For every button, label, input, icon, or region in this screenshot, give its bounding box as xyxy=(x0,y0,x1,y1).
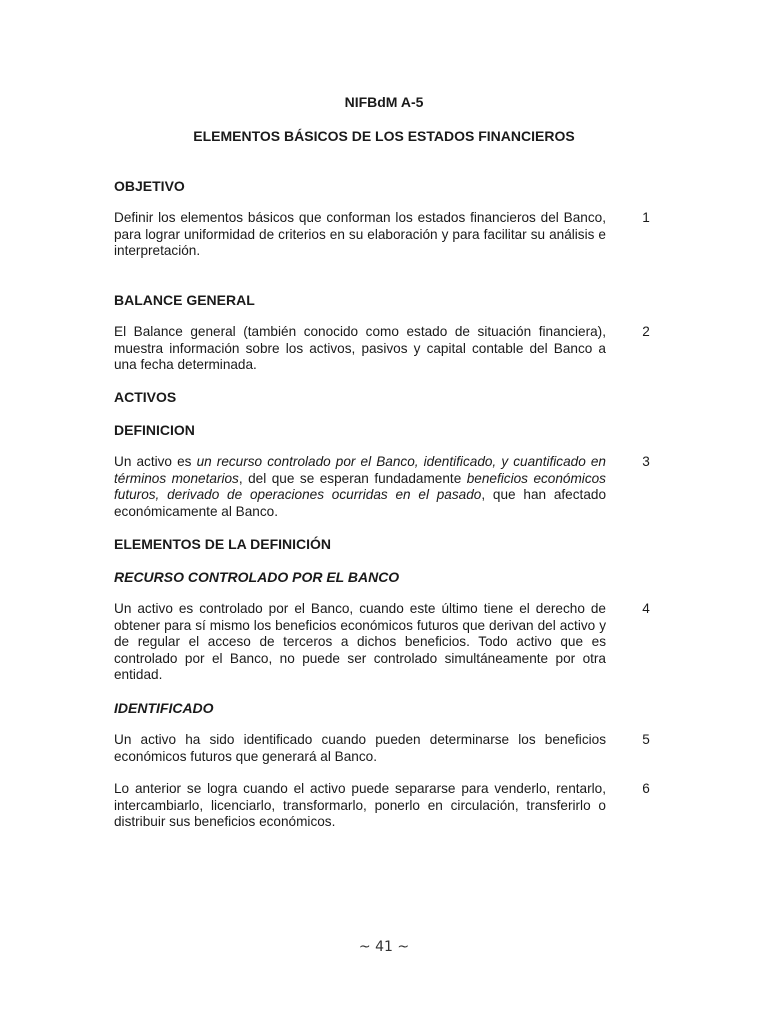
paragraph-number-4: 4 xyxy=(642,601,650,616)
definicion-text-2: , del que se esperan fundadamente xyxy=(238,470,467,486)
paragraph-number-1: 1 xyxy=(642,210,650,225)
definicion-text-3: , que han afectado económicamente al Banco. xyxy=(114,487,606,519)
paragraph-separacion: Lo anterior se logra cuando el activo puede separarse para venderlo, rentarlo, intercambiarlo, licenciarlo, transformarlo, ponerlo en circulación, transferirlo o distribuir sus beneficios económicos. xyxy=(114,781,606,829)
paragraph-number-6: 6 xyxy=(642,781,650,796)
definicion-italic-2: beneficios económicos futuros, derivado de operaciones ocurridas en el pasado xyxy=(114,470,606,502)
section-heading-recurso-controlado: RECURSO CONTROLADO POR EL BANCO xyxy=(114,569,400,585)
paragraph-number-3: 3 xyxy=(642,454,650,469)
document-code: NIFBdM A-5 xyxy=(344,94,424,110)
document-title: ELEMENTOS BÁSICOS DE LOS ESTADOS FINANCIEROS xyxy=(193,128,575,144)
paragraph-number-5: 5 xyxy=(642,732,650,747)
section-heading-definicion: DEFINICION xyxy=(114,422,195,438)
paragraph-identificado: Un activo ha sido identificado cuando pueden determinarse los beneficios económicos futuros que generará al Banco. xyxy=(114,732,606,764)
definicion-text-1: Un activo es xyxy=(114,454,197,469)
paragraph-balance-general: El Balance general (también conocido como estado de situación financiera), muestra información sobre los activos, pasivos y capital contable del Banco a una fecha determinada. xyxy=(114,324,606,372)
section-heading-elementos: ELEMENTOS DE LA DEFINICIÓN xyxy=(114,536,332,552)
section-heading-balance-general: BALANCE GENERAL xyxy=(114,292,255,308)
paragraph-definicion xyxy=(114,454,606,520)
section-heading-identificado: IDENTIFICADO xyxy=(114,700,214,716)
page-number: ~ 41 ~ xyxy=(358,939,410,955)
paragraph-number-2: 2 xyxy=(642,324,650,339)
paragraph-objetivo: Definir los elementos básicos que conforman los estados financieros del Banco, para lograr uniformidad de criterios en su elaboración y para facilitar su análisis e interpretación. xyxy=(114,210,606,258)
paragraph-recurso-controlado: Un activo es controlado por el Banco, cuando este último tiene el derecho de obtener para sí mismo los beneficios económicos futuros que derivan del activo y de regular el acceso de terceros a dichos beneficios. Todo activo que es controlado por el Banco, no puede ser controlado simultáneamente por otra entidad. xyxy=(114,601,606,682)
section-heading-objetivo: OBJETIVO xyxy=(114,178,185,194)
section-heading-activos: ACTIVOS xyxy=(114,389,177,405)
definicion-italic-1: un recurso controlado por el Banco, identificado, y cuantificado en términos monetarios xyxy=(114,454,606,486)
